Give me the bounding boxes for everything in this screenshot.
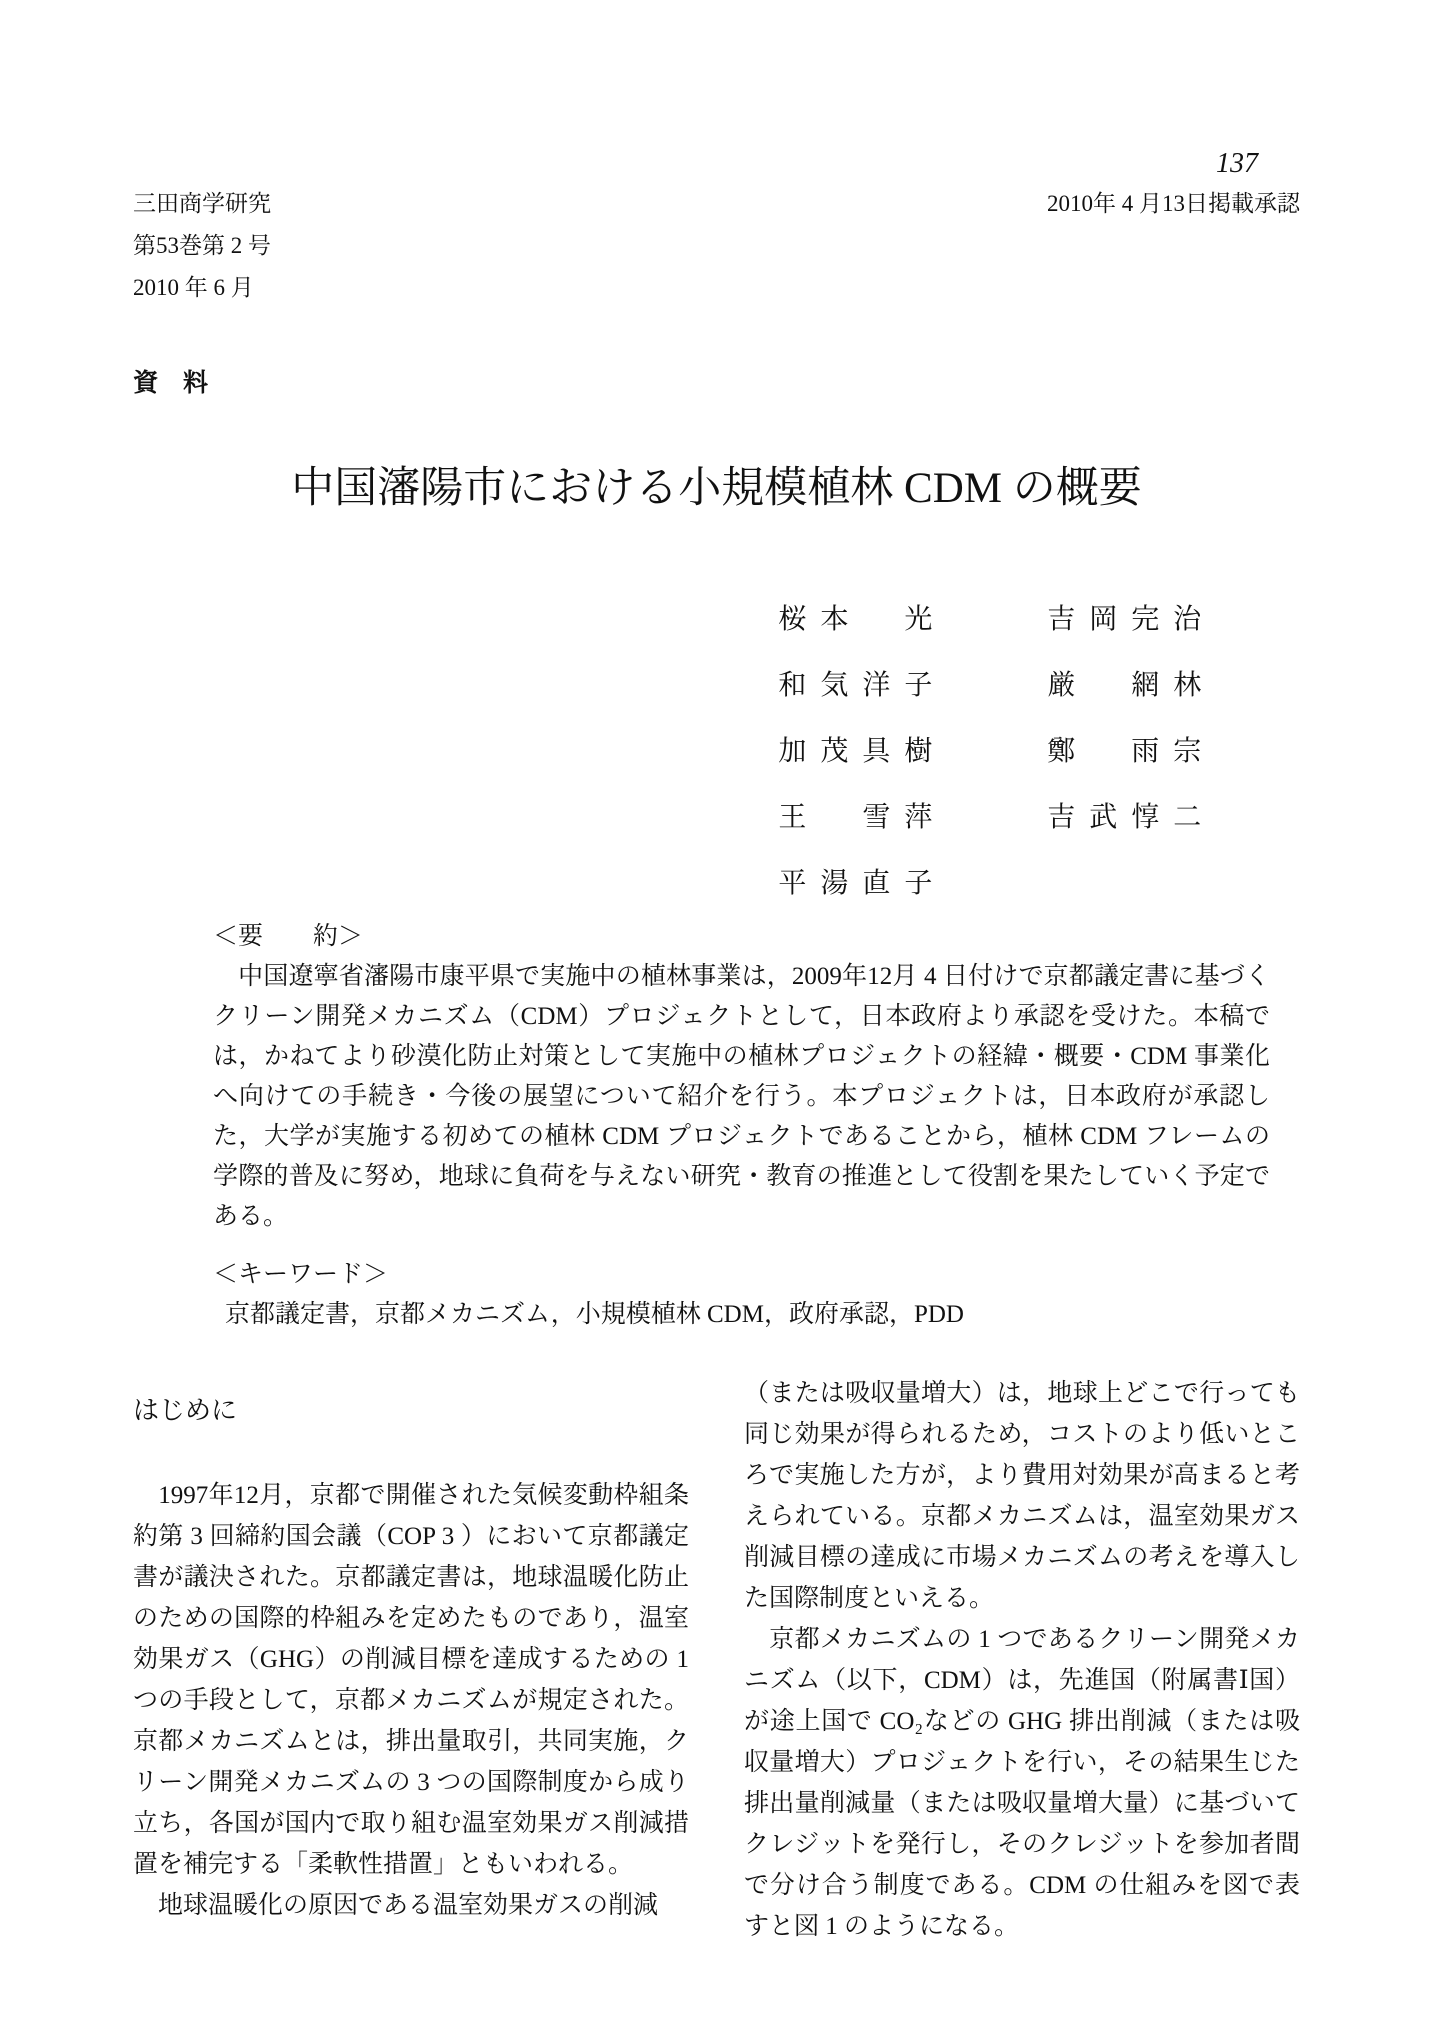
- keywords-heading: ＜キーワード＞: [213, 1261, 389, 1288]
- author-name: 吉武惇二: [1047, 802, 1216, 833]
- abstract-section: [213, 917, 1270, 1237]
- left-column: [133, 1373, 689, 1947]
- abstract-text: 中国遼寧省瀋陽市康平県で実施中の植林事業は，2009年12月 4 日付けで京都議定書に基づくクリーン開発メカニズム（CDM）プロジェクトとして，日本政府より承認を受けた。本稿では，かねてより砂漠化防止対策として実施中の植林プロジェクトの経緯・概要・CDM 事業化へ向けての手続き・今後の展望について紹介を行う。本プロジェクトは，日本政府が承認した，大学が実施する初めての植林 CDM プロジェクトであることから，植林 CDM フレームの学際的普及に努め，地球に負荷を与えない研究・教育の推進として役割を果たしていく予定である。: [213, 963, 1270, 1230]
- section-heading-introduction: はじめに: [133, 1396, 238, 1425]
- body-columns: [133, 1373, 1300, 1947]
- keywords-text: 京都議定書，京都メカニズム，小規模植林 CDM，政府承認，PDD: [225, 1301, 964, 1328]
- approval-note: 2010年 4 月13日掲載承認: [1047, 191, 1300, 216]
- author-name: [1047, 851, 1204, 917]
- author-name: 厳 網林: [1047, 670, 1216, 701]
- journal-date: 2010 年 6 月: [133, 275, 254, 300]
- author-name: 平湯直子: [778, 868, 947, 899]
- journal-info: [133, 183, 271, 309]
- author-name: 鄭 雨宗: [1047, 736, 1216, 767]
- author-name: 桜本 光: [778, 604, 947, 635]
- author-row: [778, 587, 1216, 653]
- page-number: 137: [1216, 148, 1258, 179]
- author-row: [778, 851, 1204, 917]
- author-row: [778, 785, 1216, 851]
- author-name: 和気洋子: [778, 670, 947, 701]
- paragraph: 地球温暖化の原因である温室効果ガスの削減: [133, 1892, 659, 1919]
- author-row: [778, 653, 1216, 719]
- abstract-heading: ＜要 約＞: [213, 923, 364, 950]
- paper-title: 中国瀋陽市における小規模植林 CDM の概要: [291, 465, 1142, 512]
- paragraph: 京都メカニズムの 1 つであるクリーン開発メカニズム（以下，CDM）は，先進国（附属書Ⅰ国）が途上国で CO₂などの GHG 排出削減（または吸収量増大）プロジェクトを行い，その結果生じた排出量削減量（または吸収量増大量）に基づいてクレジットを発行し，そのクレジットを参加者間で分け合う制度である。CDM の仕組みを図で表すと図 1 のようになる。: [744, 1626, 1300, 1940]
- keywords-section: [213, 1255, 1270, 1335]
- right-column: [744, 1373, 1300, 1947]
- journal-name: 三田商学研究: [133, 191, 271, 216]
- author-name: 吉岡完治: [1047, 604, 1216, 635]
- journal-volume: 第53巻第 2 号: [133, 233, 271, 258]
- paragraph: （または吸収量増大）は，地球上どこで行っても同じ効果が得られるため，コストのより低いところで実施した方が，より費用対効果が高まると考えられている。京都メカニズムは，温室効果ガス削減目標の達成に市場メカニズムの考えを導入した国際制度といえる。: [744, 1380, 1300, 1612]
- page-header: [133, 183, 1300, 309]
- authors-block: [133, 587, 1216, 917]
- paragraph: 1997年12月，京都で開催された気候変動枠組条約第 3 回締約国会議（COP 3 ）において京都議定書が議決された。京都議定書は，地球温暖化防止のための国際的枠組みを定めたものであり，温室効果ガス（GHG）の削減目標を達成するための 1 つの手段として，京都メカニズムが規定された。京都メカニズムとは，排出量取引，共同実施，クリーン開発メカニズムの 3 つの国際制度から成り立ち，各国が国内で取り組む温室効果ガス削減措置を補完する「柔軟性措置」ともいわれる。: [133, 1482, 689, 1878]
- author-name: 王 雪萍: [778, 802, 947, 833]
- category-label: 資 料: [133, 370, 209, 397]
- author-name: 加茂具樹: [778, 736, 947, 767]
- author-row: [778, 719, 1216, 785]
